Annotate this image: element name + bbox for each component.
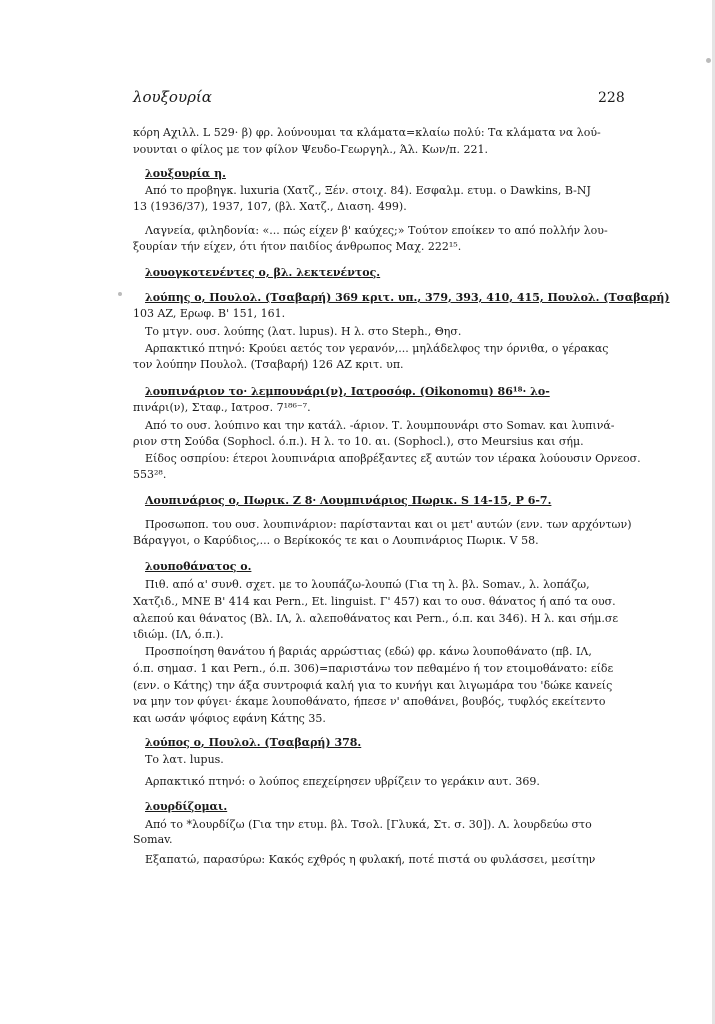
text-line: ιδιώμ. (ΙΛ, ό.π.). [133,628,224,641]
text-line: Λαγνεία, φιληδονία: «... πώς είχεν β' καύχες;» Τούτον εποίκεν το από πολλήν λου- [145,224,608,237]
text-line: ξουρίαν τήν είχεν, ότι ήτον παιδίος άνθρωπος Μαχ. 222¹⁵. [133,240,462,253]
text-line: (ενν. ο Κάτης) την άξα συντροφιά καλή για το κυνήγι και λιγωμάρα του 'δώκε κανείς [133,679,613,692]
text-line: Από το ουσ. λούπινο και την κατάλ. -άριον. Τ. λουμπουνάρι στο Somav. και λυπινά- [145,419,615,432]
text-line: Πιθ. από α' συνθ. σχετ. με το λουπάζω-λουπώ (Για τη λ. βλ. Somav., λ. λοπάζω, [145,578,590,591]
headword-loupinarion: λουπινάριον το· λεμπουνάρι(ν), Ιατροσόφ. (Oikonomu) 86¹⁸· λο- [145,385,550,398]
text-line: 103 AZ, Ερωφ. Β' 151, 161. [133,307,286,320]
text-line: Από το προβηγκ. luxuria (Χατζ., Ξέν. στοιχ. 84). Εσφαλμ. ετυμ. ο Dawkins, B-NJ [145,184,591,197]
text-line: πινάρι(ν), Σταφ., Ιατροσ. 7¹⁸⁶⁻⁷. [133,401,311,414]
page-number: 228 [598,90,625,106]
headword-loupis: λούπης ο, Πουλολ. (Τσαβαρή) 369 κριτ. υπ., 379, 393, 410, 415, Πουλολ. (Τσαβαρή) [145,291,670,304]
text-line: κόρη Αχιλλ. L 529· β) φρ. λούνουμαι τα κλάματα=κλαίω πολύ: Τα κλάματα να λού- [133,126,601,139]
text-line: Χατζιδ., ΜΝΕ Β' 414 και Pern., Et. linguist. Γ' 457) και το ουσ. θάνατος ή από τα ουσ. [133,595,616,608]
headword-loupos: λούπος ο, Πουλολ. (Τσαβαρή) 378. [145,736,362,749]
text-line: Προσωποπ. του ουσ. λουπινάριον: παρίστανται και οι μετ' αυτών (ενν. των αρχόντων) [145,518,632,531]
text-line: Αρπακτικό πτηνό: Κρούει αετός τον γερανόν,... μηλάδελφος την όρνιθα, ο γέρακας [145,342,609,355]
scan-speck [118,292,122,296]
text-line: ριον στη Σούδα (Sophocl. ό.π.). Η λ. το 10. αι. (Sophocl.), στο Meursius και σήμ. [133,435,584,448]
text-line: Προσποίηση θανάτου ή βαριάς αρρώστιας (εδώ) φρ. κάνω λουποθάνατο (πβ. ΙΛ, [145,645,592,658]
running-head-title: λουξουρία [133,88,212,106]
text-line: νουνται ο φίλος με τον φίλον Ψευδο-Γεωργηλ., Άλ. Κων/π. 221. [133,143,489,156]
text-line: αλεπού και θάνατος (Βλ. ΙΛ, λ. αλεποθάνατος και Pern., ό.π. και 346). Η λ. και σήμ.σε [133,612,619,625]
text-line: Somav. [133,833,173,846]
text-line: να μην τον φύγει· έκαμε λουποθάνατο, ήπεσε ν' αποθάνει, βουβός, τυφλός εκείτεντο [133,695,606,708]
headword-louogkotenentes: λουογκοτενέντες ο, βλ. λεκτενέντος. [145,266,381,279]
text-line: τον λούπην Πουλολ. (Τσαβαρή) 126 AZ κριτ. υπ. [133,358,404,371]
headword-louxouria: λουξουρία η. [145,167,226,180]
text-line: Εξαπατώ, παρασύρω: Κακός εχθρός η φυλακή, ποτέ πιστά ου φυλάσσει, μεσίτην [145,853,596,866]
text-line: 13 (1936/37), 1937, 107, (βλ. Χατζ., Διαση. 499). [133,200,407,213]
text-line: Βάραγγοι, ο Καρύδιος,... ο Βερίκοκός τε και ο Λουπινάριος Πωρικ. V 58. [133,534,539,547]
text-line: Το λατ. lupus. [145,753,224,766]
headword-loupinarios: Λουπινάριος ο, Πωρικ. Ζ 8· Λουμπινάριος Πωρικ. S 14-15, P 6-7. [145,494,552,507]
text-line: Είδος οσπρίου: έτεροι λουπινάρια αποβρέξαντες εξ αυτών τον ιέρακα λούουσιν Ορνεοσ. [145,452,641,465]
text-line: 553²⁸. [133,468,167,481]
text-line: Αρπακτικό πτηνό: ο λούπος επεχείρησεν υβρίζειν το γεράκιν αυτ. 369. [145,775,540,788]
headword-loupothanatos: λουποθάνατος ο. [145,560,252,573]
text-line: και ωσάν ψόφιος εφάνη Κάτης 35. [133,712,326,725]
text-line: ό.π. σημασ. 1 και Pern., ό.π. 306)=παριστάνω τον πεθαμένο ή τον ετοιμοθάνατο: είδε [133,662,614,675]
headword-lourdizomai: λουρδίζομαι. [145,800,228,813]
text-line: Το μτγν. ουσ. λούπης (λατ. lupus). Η λ. στο Steph., Θησ. [145,325,462,338]
text-line: Από το *λουρδίζω (Για την ετυμ. βλ. Τσολ. [Γλυκά, Στ. σ. 30]). Λ. λουρδεύω στο [145,818,592,831]
scan-speck [706,58,711,63]
